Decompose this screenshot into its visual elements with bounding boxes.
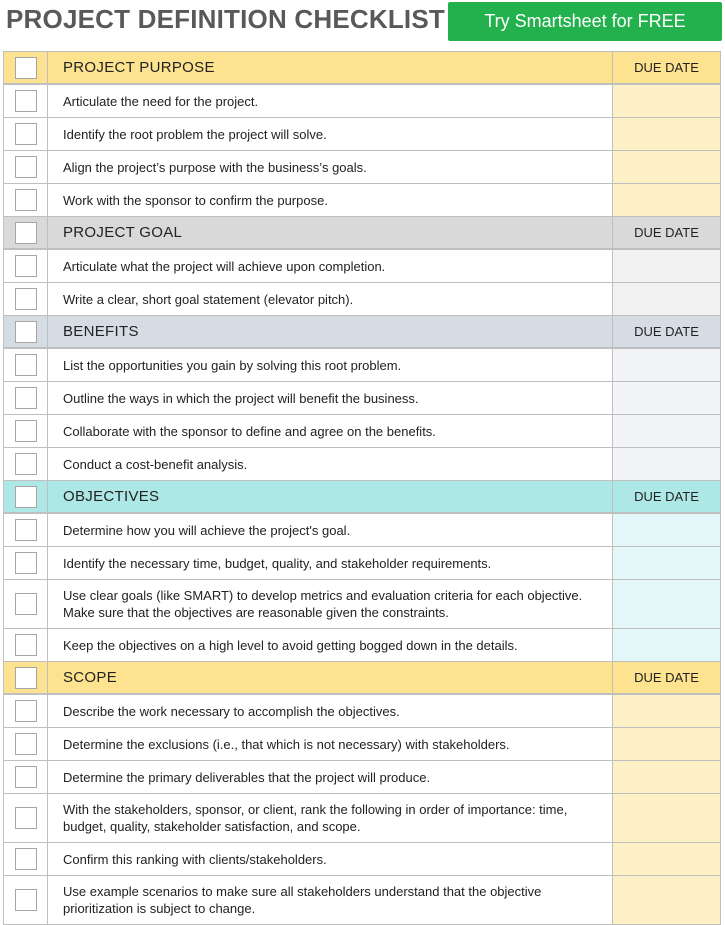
due-date-input[interactable] bbox=[613, 151, 721, 183]
due-date-input[interactable] bbox=[613, 382, 721, 414]
checkbox-cell bbox=[3, 250, 48, 282]
try-smartsheet-button[interactable]: Try Smartsheet for FREE bbox=[448, 2, 722, 41]
item-text: Use example scenarios to make sure all stakeholders understand that the objective prioritization is subject to change. bbox=[48, 876, 613, 924]
item-checkbox[interactable] bbox=[15, 700, 37, 722]
checklist-item bbox=[3, 794, 721, 843]
item-text: Identify the root problem the project will solve. bbox=[48, 118, 613, 150]
checklist-item bbox=[3, 349, 721, 382]
checklist-item bbox=[3, 448, 721, 481]
item-text: Identify the necessary time, budget, quality, and stakeholder requirements. bbox=[48, 547, 613, 579]
section-goal bbox=[3, 217, 721, 316]
checkbox-cell bbox=[3, 415, 48, 447]
item-checkbox[interactable] bbox=[15, 593, 37, 615]
checkbox-cell bbox=[3, 283, 48, 315]
item-text: List the opportunities you gain by solving this root problem. bbox=[48, 349, 613, 381]
checkbox-cell bbox=[3, 85, 48, 117]
due-date-input[interactable] bbox=[613, 283, 721, 315]
item-checkbox[interactable] bbox=[15, 189, 37, 211]
item-text: Confirm this ranking with clients/stakeholders. bbox=[48, 843, 613, 875]
section-checkbox[interactable] bbox=[15, 222, 37, 244]
due-date-input[interactable] bbox=[613, 349, 721, 381]
checkbox-cell bbox=[3, 547, 48, 579]
checklist-item bbox=[3, 250, 721, 283]
section-header-goal bbox=[3, 217, 721, 250]
page-title: PROJECT DEFINITION CHECKLIST bbox=[6, 4, 445, 34]
checklist-item bbox=[3, 876, 721, 925]
checkbox-cell bbox=[3, 316, 48, 347]
item-text: Use clear goals (like SMART) to develop metrics and evaluation criteria for each objective. Make sure that the objectives are reasonable given the constraints. bbox=[48, 580, 613, 628]
item-checkbox[interactable] bbox=[15, 156, 37, 178]
checklist-item bbox=[3, 843, 721, 876]
item-checkbox[interactable] bbox=[15, 354, 37, 376]
due-date-input[interactable] bbox=[613, 580, 721, 628]
item-text: Align the project’s purpose with the business’s goals. bbox=[48, 151, 613, 183]
due-date-input[interactable] bbox=[613, 448, 721, 480]
item-checkbox[interactable] bbox=[15, 453, 37, 475]
item-text: Articulate what the project will achieve upon completion. bbox=[48, 250, 613, 282]
checklist-item bbox=[3, 695, 721, 728]
checkbox-cell bbox=[3, 349, 48, 381]
checkbox-cell bbox=[3, 514, 48, 546]
item-checkbox[interactable] bbox=[15, 889, 37, 911]
due-date-input[interactable] bbox=[613, 761, 721, 793]
section-benefits bbox=[3, 316, 721, 481]
due-date-header: DUE DATE bbox=[613, 662, 721, 693]
section-title: OBJECTIVES bbox=[48, 481, 613, 512]
item-checkbox[interactable] bbox=[15, 552, 37, 574]
checkbox-cell bbox=[3, 843, 48, 875]
due-date-header: DUE DATE bbox=[613, 481, 721, 512]
item-text: Write a clear, short goal statement (elevator pitch). bbox=[48, 283, 613, 315]
checkbox-cell bbox=[3, 52, 48, 83]
due-date-input[interactable] bbox=[613, 415, 721, 447]
section-checkbox[interactable] bbox=[15, 321, 37, 343]
section-title: SCOPE bbox=[48, 662, 613, 693]
checkbox-cell bbox=[3, 629, 48, 661]
due-date-header: DUE DATE bbox=[613, 217, 721, 248]
checklist-item bbox=[3, 761, 721, 794]
due-date-input[interactable] bbox=[613, 629, 721, 661]
checklist-item bbox=[3, 415, 721, 448]
section-header-benefits bbox=[3, 316, 721, 349]
item-checkbox[interactable] bbox=[15, 807, 37, 829]
item-checkbox[interactable] bbox=[15, 123, 37, 145]
item-checkbox[interactable] bbox=[15, 766, 37, 788]
due-date-input[interactable] bbox=[613, 184, 721, 216]
checklist-table bbox=[3, 51, 721, 925]
item-checkbox[interactable] bbox=[15, 420, 37, 442]
checklist-item bbox=[3, 382, 721, 415]
checkbox-cell bbox=[3, 580, 48, 628]
section-checkbox[interactable] bbox=[15, 57, 37, 79]
due-date-input[interactable] bbox=[613, 695, 721, 727]
item-checkbox[interactable] bbox=[15, 634, 37, 656]
checklist-item bbox=[3, 728, 721, 761]
item-text: Determine the primary deliverables that the project will produce. bbox=[48, 761, 613, 793]
checkbox-cell bbox=[3, 118, 48, 150]
item-text: Outline the ways in which the project will benefit the business. bbox=[48, 382, 613, 414]
checkbox-cell bbox=[3, 662, 48, 693]
checklist-item bbox=[3, 184, 721, 217]
section-title: BENEFITS bbox=[48, 316, 613, 347]
item-checkbox[interactable] bbox=[15, 90, 37, 112]
item-checkbox[interactable] bbox=[15, 733, 37, 755]
checklist-item bbox=[3, 85, 721, 118]
checkbox-cell bbox=[3, 761, 48, 793]
checklist-item bbox=[3, 547, 721, 580]
item-checkbox[interactable] bbox=[15, 519, 37, 541]
checkbox-cell bbox=[3, 481, 48, 512]
item-text: Collaborate with the sponsor to define and agree on the benefits. bbox=[48, 415, 613, 447]
checkbox-cell bbox=[3, 217, 48, 248]
checklist-item bbox=[3, 151, 721, 184]
checkbox-cell bbox=[3, 794, 48, 842]
due-date-input[interactable] bbox=[613, 118, 721, 150]
section-objectives bbox=[3, 481, 721, 662]
item-text: Describe the work necessary to accomplish the objectives. bbox=[48, 695, 613, 727]
checklist-item bbox=[3, 283, 721, 316]
due-date-input[interactable] bbox=[613, 514, 721, 546]
item-text: Articulate the need for the project. bbox=[48, 85, 613, 117]
section-checkbox[interactable] bbox=[15, 667, 37, 689]
item-text: Determine the exclusions (i.e., that which is not necessary) with stakeholders. bbox=[48, 728, 613, 760]
due-date-input[interactable] bbox=[613, 843, 721, 875]
checkbox-cell bbox=[3, 695, 48, 727]
item-checkbox[interactable] bbox=[15, 288, 37, 310]
section-title: PROJECT PURPOSE bbox=[48, 52, 613, 83]
due-date-input[interactable] bbox=[613, 85, 721, 117]
item-checkbox[interactable] bbox=[15, 848, 37, 870]
item-text: Conduct a cost-benefit analysis. bbox=[48, 448, 613, 480]
section-scope bbox=[3, 662, 721, 925]
item-text: Work with the sponsor to confirm the purpose. bbox=[48, 184, 613, 216]
checkbox-cell bbox=[3, 184, 48, 216]
checklist-item bbox=[3, 629, 721, 662]
due-date-input[interactable] bbox=[613, 250, 721, 282]
checkbox-cell bbox=[3, 382, 48, 414]
checkbox-cell bbox=[3, 876, 48, 924]
item-text: Keep the objectives on a high level to avoid getting bogged down in the details. bbox=[48, 629, 613, 661]
checkbox-cell bbox=[3, 728, 48, 760]
due-date-input[interactable] bbox=[613, 794, 721, 842]
section-header-objectives bbox=[3, 481, 721, 514]
due-date-header: DUE DATE bbox=[613, 316, 721, 347]
checklist-item bbox=[3, 514, 721, 547]
section-purpose bbox=[3, 52, 721, 217]
item-checkbox[interactable] bbox=[15, 255, 37, 277]
section-checkbox[interactable] bbox=[15, 486, 37, 508]
due-date-header: DUE DATE bbox=[613, 52, 721, 83]
section-header-scope bbox=[3, 662, 721, 695]
item-checkbox[interactable] bbox=[15, 387, 37, 409]
section-title: PROJECT GOAL bbox=[48, 217, 613, 248]
section-header-purpose bbox=[3, 52, 721, 85]
checkbox-cell bbox=[3, 448, 48, 480]
checklist-item bbox=[3, 580, 721, 629]
due-date-input[interactable] bbox=[613, 876, 721, 924]
due-date-input[interactable] bbox=[613, 728, 721, 760]
checklist-item bbox=[3, 118, 721, 151]
checkbox-cell bbox=[3, 151, 48, 183]
due-date-input[interactable] bbox=[613, 547, 721, 579]
item-text: With the stakeholders, sponsor, or client, rank the following in order of importance: time, budget, quality, stakeholder satisfaction, and scope. bbox=[48, 794, 613, 842]
item-text: Determine how you will achieve the project's goal. bbox=[48, 514, 613, 546]
